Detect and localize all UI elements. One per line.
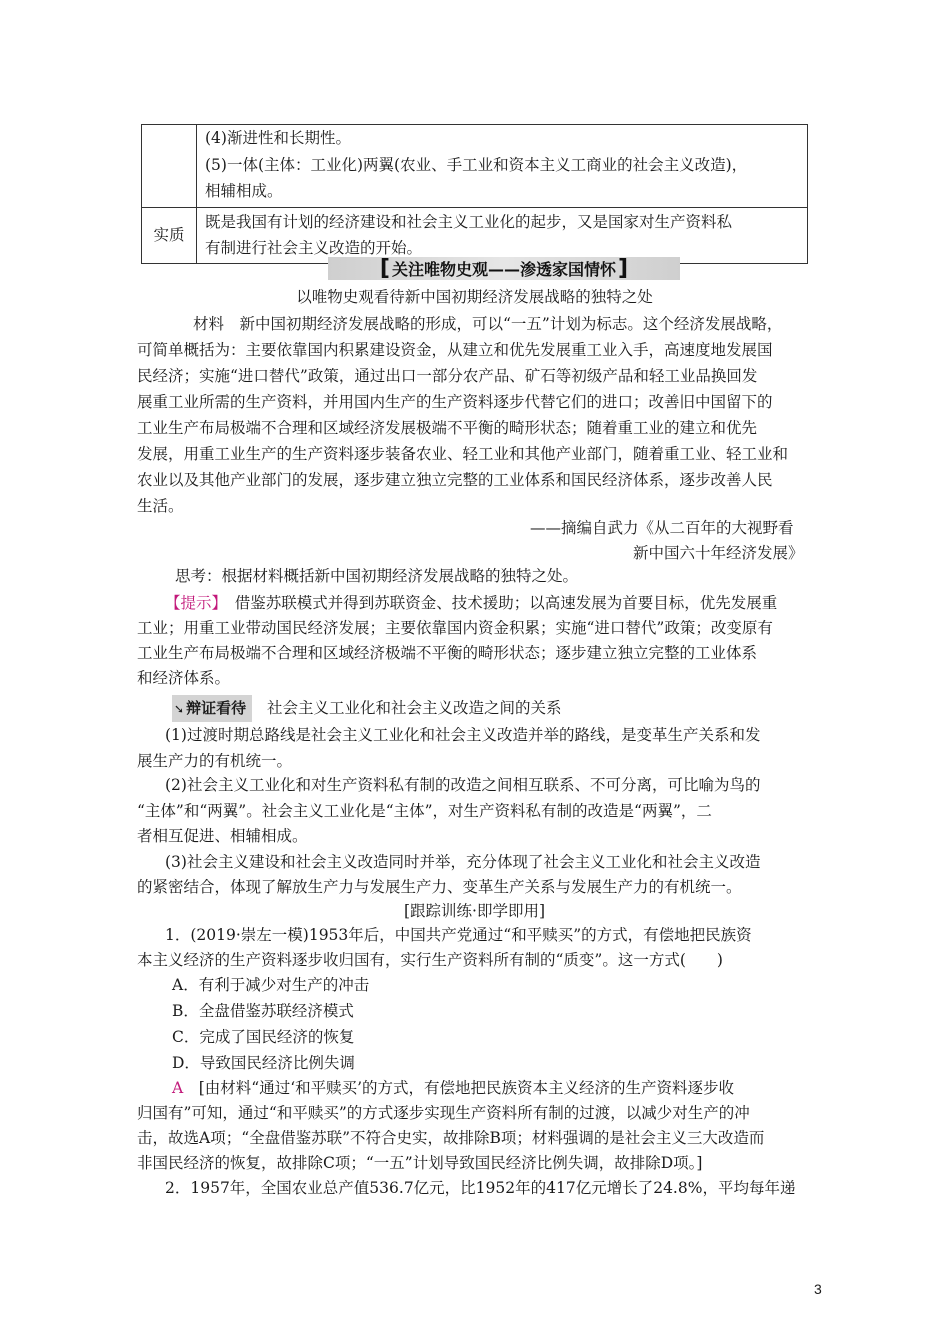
hint-label: 【提示】 <box>165 594 220 612</box>
q1-answer: A <box>172 1079 184 1097</box>
hint-line: 工业；用重工业带动国民经济发展；主要依靠国内资金积累；实施“进口替代”政策；改变原有 <box>137 619 773 637</box>
hint-line: 和经济体系。 <box>137 669 231 687</box>
table-line: 有制进行社会主义改造的开始。 <box>205 239 423 257</box>
dialectic-title: 社会主义工业化和社会主义改造之间的关系 <box>267 699 562 717</box>
dialectic-line: (3)社会主义建设和社会主义改造同时并举，充分体现了社会主义工业化和社会主义改造 <box>165 853 761 871</box>
q1-explanation-text: [由材料“通过‘和平赎买’的方式，有偿地把民族资本主义经济的生产资料逐步收 <box>198 1079 735 1097</box>
banner-right-bracket: ] <box>618 255 629 281</box>
question-text: 思考：根据材料概括新中国初期经济发展战略的独特之处。 <box>175 567 579 585</box>
table-row <box>142 125 808 208</box>
material-line: 可简单概括为：主要依靠国内积累建设资金，从建立和优先发展重工业入手，高速度地发展国 <box>137 341 773 359</box>
page-number: 3 <box>814 1281 822 1297</box>
dialectic-tag <box>172 695 252 722</box>
dialectic-tag-label: 辩证看待 <box>186 699 247 717</box>
hint-text: 借鉴苏联模式并得到苏联资金、技术援助；以高速发展为首要目标，优先发展重 <box>234 594 778 612</box>
q1-option-b: B．全盘借鉴苏联经济模式 <box>172 1002 354 1020</box>
q1-explanation-line: 归国有”可知，通过“和平赎买”的方式逐步实现生产资料所有制的过渡，以减少对生产的冲 <box>137 1104 750 1122</box>
hint-line: 工业生产布局极端不合理和区域经济极端不平衡的畸形状态；逐步建立独立完整的工业体系 <box>137 644 758 662</box>
dialectic-line: (1)过渡时期总路线是社会主义工业化和社会主义改造并举的路线，是变革生产关系和发 <box>165 726 761 744</box>
table-row <box>142 207 808 263</box>
q1-stem: 本主义经济的生产资料逐步收归国有，实行生产资料所有制的“质变”。这一方式( ) <box>137 951 723 969</box>
q1-explanation <box>172 1075 734 1101</box>
q1-explanation-line: 击，故选A项；“全盘借鉴苏联”不符合史实，故排除B项；材料强调的是社会主义三大改造而 <box>137 1129 765 1147</box>
material-line: 展重工业所需的生产资料，并用国内生产的生产资料逐步代替它们的进口；改善旧中国留下的 <box>137 393 773 411</box>
table-line: 相辅相成。 <box>205 182 283 200</box>
table-line: (4)渐进性和长期性。 <box>205 129 351 147</box>
features-table <box>141 124 808 264</box>
q1-stem: 1．(2019·崇左一模)1953年后，中国共产党通过“和平赎买”的方式，有偿地把民族资 <box>165 926 752 944</box>
section-banner <box>328 257 680 280</box>
material-line: 工业生产布局极端不合理和区域经济发展极端不平衡的畸形状态；随着重工业的建立和优先 <box>137 419 758 437</box>
section-title: 以唯物史观看待新中国初期经济发展战略的独特之处 <box>296 288 653 306</box>
hint-line <box>165 590 777 616</box>
dialectic-line: 的紧密结合，体现了解放生产力与发展生产力、变革生产关系与发展生产力的有机统一。 <box>137 878 742 896</box>
table-header-cell-empty <box>142 125 197 208</box>
material-line: 生活。 <box>137 497 184 515</box>
table-header-cell: 实质 <box>142 207 197 263</box>
dialectic-header <box>172 695 562 722</box>
training-title: [跟踪训练·即学即用] <box>403 902 546 920</box>
q1-explanation-line: 非国民经济的恢复，故排除C项；“一五”计划导致国民经济比例失调，故排除D项。] <box>137 1154 703 1172</box>
material-line: 发展，用重工业生产的生产资料逐步装备农业、轻工业和其他产业部门，随着重工业、轻工业和 <box>137 445 789 463</box>
material-line: 材料 新中国初期经济发展战略的形成，可以“一五”计划为标志。这个经济发展战略， <box>193 315 783 333</box>
source-citation: 新中国六十年经济发展》 <box>633 544 804 562</box>
dialectic-line: 展生产力的有机统一。 <box>137 752 293 770</box>
dialectic-line: 者相互促进、相辅相成。 <box>137 827 308 845</box>
q2-stem: 2．1957年，全国农业总产值536.7亿元，比1952年的417亿元增长了24.8%，平均每年递 <box>165 1179 796 1197</box>
table-line: (5)一体(主体：工业化)两翼(农业、手工业和资本主义工商业的社会主义改造)， <box>205 155 748 174</box>
table-line: 既是我国有计划的经济建设和社会主义工业化的起步，又是国家对生产资料私 <box>205 212 733 231</box>
q1-option-d: D．导致国民经济比例失调 <box>172 1054 355 1072</box>
table-cell <box>197 125 808 208</box>
table-cell <box>197 207 808 263</box>
arrow-icon: ➘ <box>174 702 185 716</box>
q1-option-a: A．有利于减少对生产的冲击 <box>172 976 370 994</box>
material-line: 农业以及其他产业部门的发展，逐步建立独立完整的工业体系和国民经济体系，逐步改善人民 <box>137 471 773 489</box>
material-line: 民经济；实施“进口替代”政策，通过出口一部分农产品、矿石等初级产品和轻工业品换回发 <box>137 367 758 385</box>
banner-text: 关注唯物史观——渗透家国情怀 <box>391 260 616 279</box>
q1-option-c: C．完成了国民经济的恢复 <box>172 1028 355 1046</box>
dialectic-line: (2)社会主义工业化和对生产资料私有制的改造之间相互联系、不可分离，可比喻为鸟的 <box>165 776 761 794</box>
source-citation: ——摘编自武力《从二百年的大视野看 <box>530 519 794 537</box>
banner-left-bracket: [ <box>379 255 390 281</box>
dialectic-line: “主体”和“两翼”。社会主义工业化是“主体”，对生产资料私有制的改造是“两翼”，二 <box>137 802 712 820</box>
